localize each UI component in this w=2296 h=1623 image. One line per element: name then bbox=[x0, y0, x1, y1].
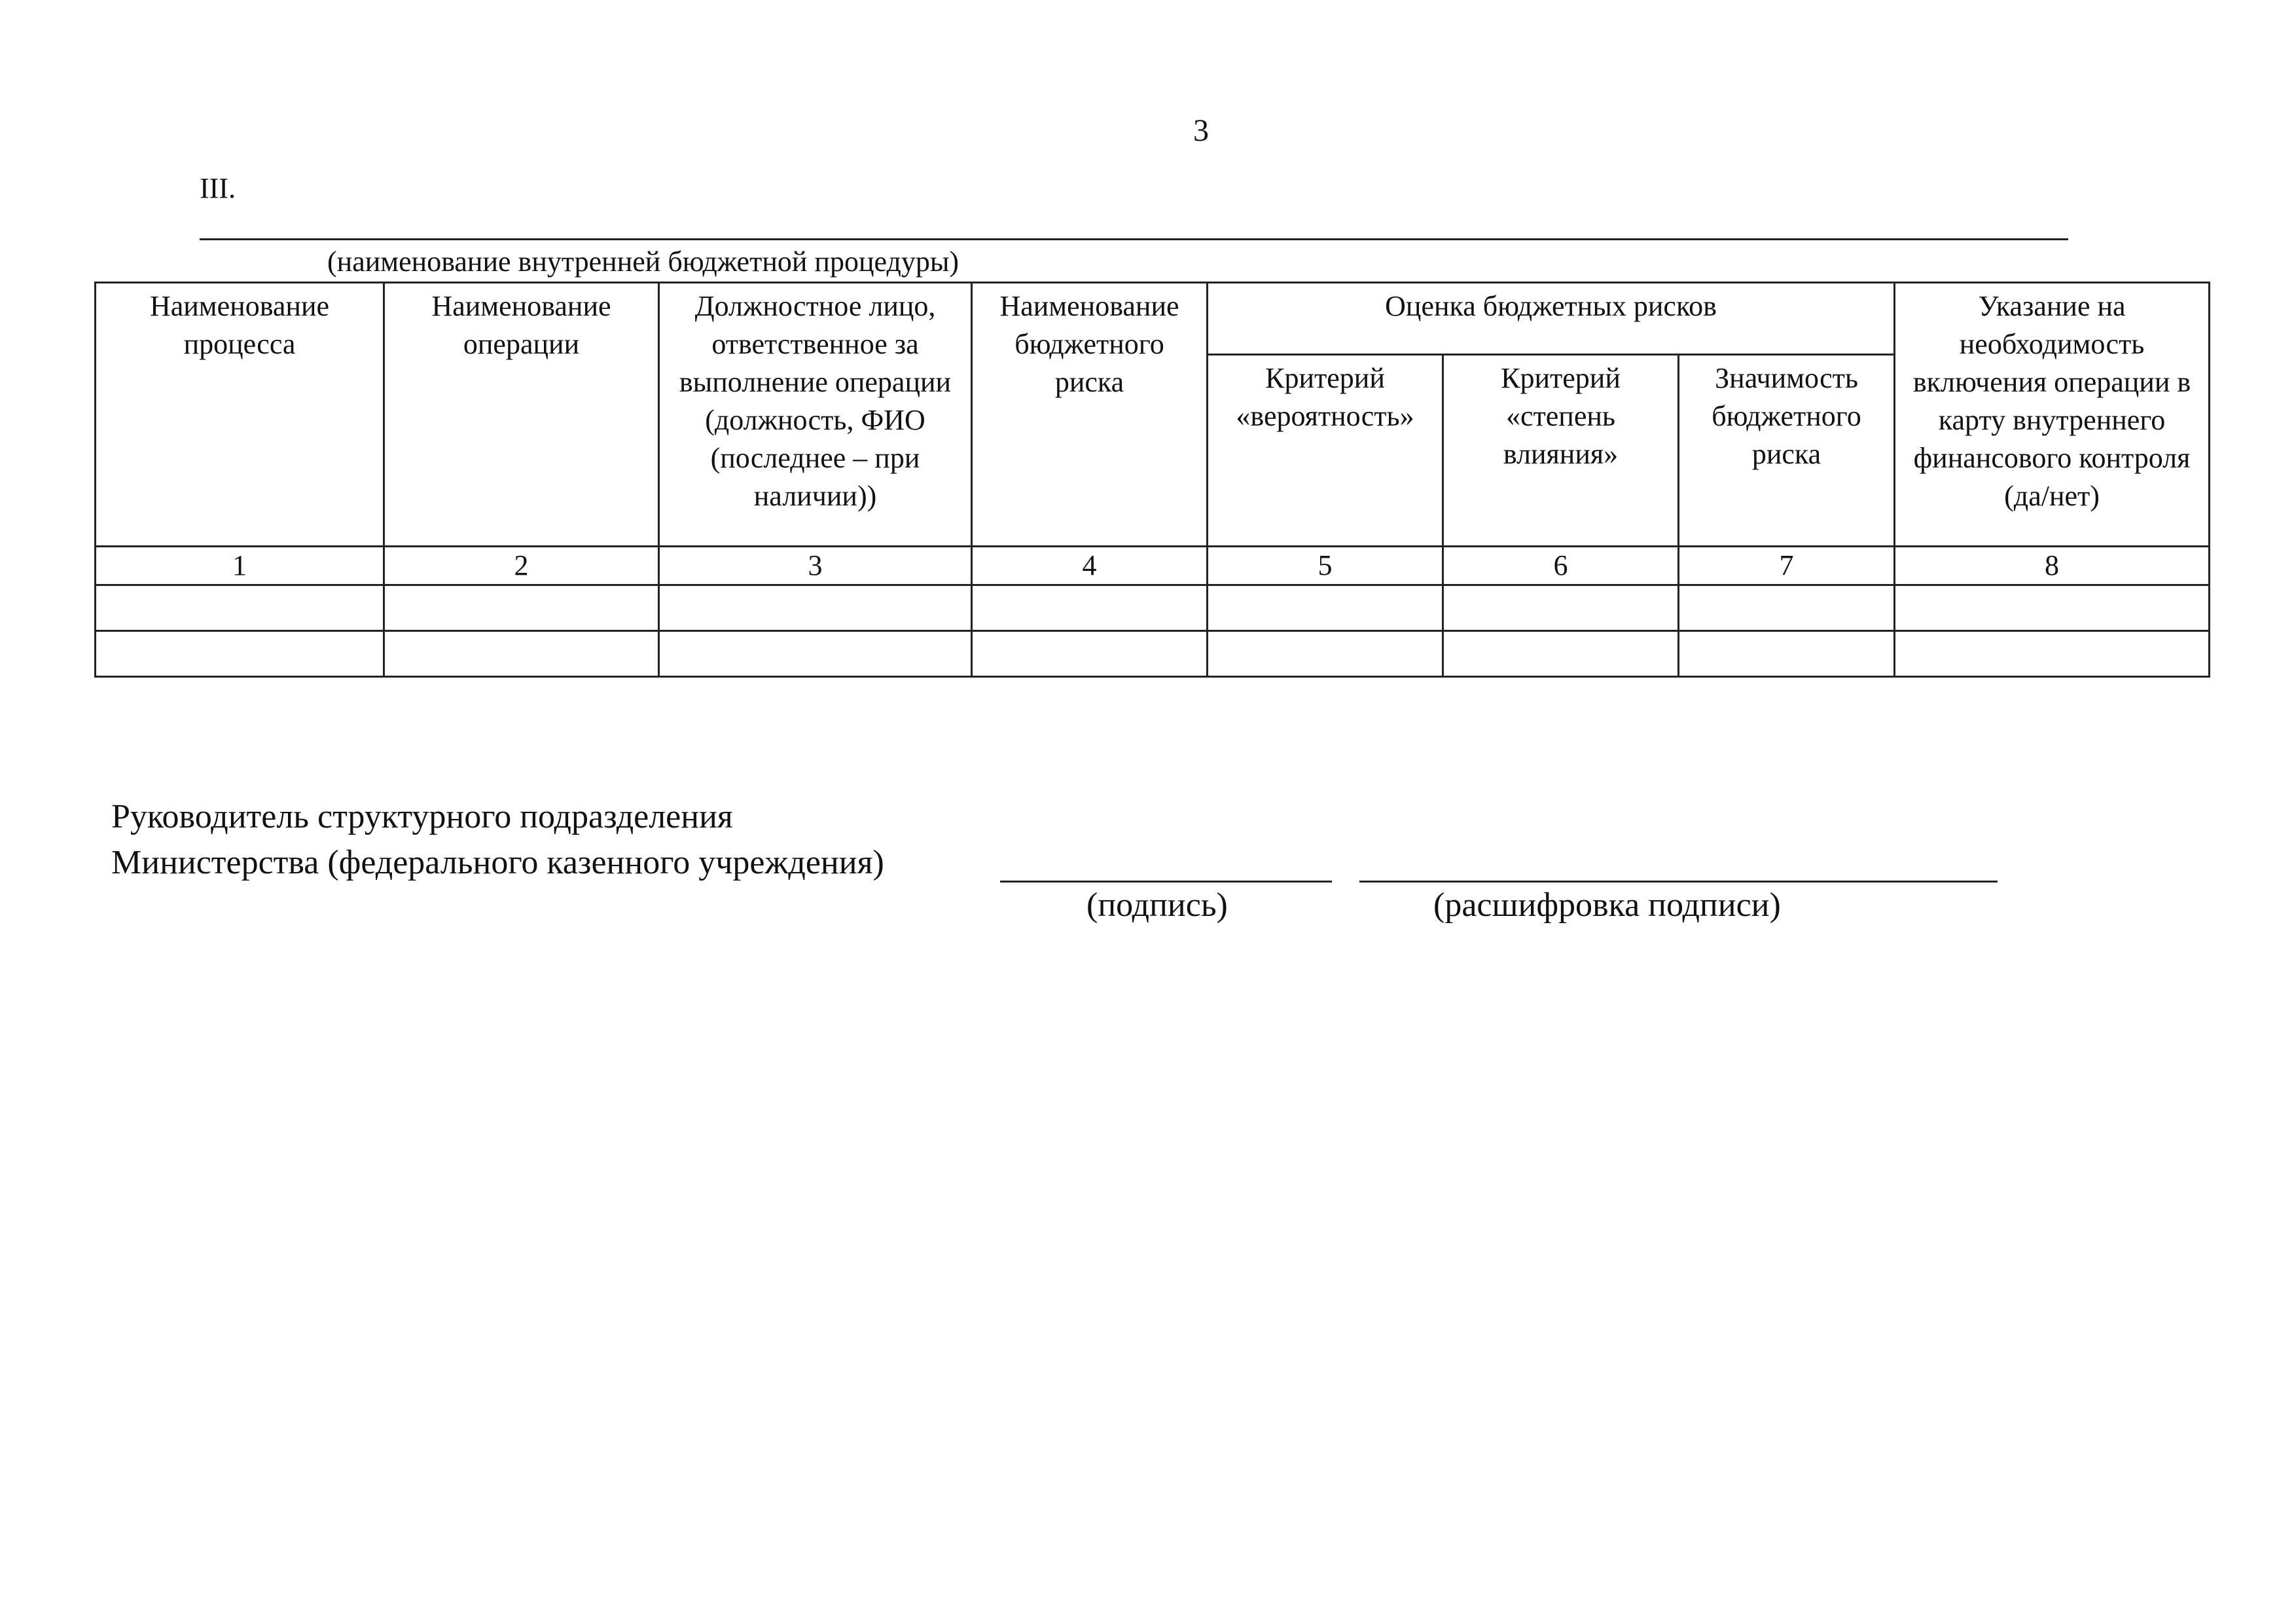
signature-decoding-line bbox=[1359, 881, 1998, 883]
table-cell bbox=[384, 585, 659, 631]
table-cell bbox=[1679, 631, 1895, 677]
table-cell bbox=[1208, 631, 1443, 677]
header-risk-significance: Значимость бюджетного риска bbox=[1679, 355, 1895, 546]
column-number: 6 bbox=[1443, 546, 1679, 585]
procedure-name-line bbox=[200, 238, 2068, 240]
table-cell bbox=[1895, 585, 2210, 631]
section-number: III. bbox=[200, 172, 236, 204]
table-cell bbox=[96, 585, 384, 631]
signature-line bbox=[1000, 881, 1332, 883]
table-cell bbox=[1443, 585, 1679, 631]
table-cell bbox=[659, 585, 972, 631]
table-cell bbox=[1895, 631, 2210, 677]
column-number: 4 bbox=[972, 546, 1208, 585]
header-risk-name: Наименование бюджетного риска bbox=[972, 283, 1208, 547]
header-risk-assessment: Оценка бюджетных рисков bbox=[1208, 283, 1895, 355]
header-process-name: Наименование процесса bbox=[96, 283, 384, 547]
table-cell bbox=[659, 631, 972, 677]
table-cell bbox=[1443, 631, 1679, 677]
column-number: 3 bbox=[659, 546, 972, 585]
column-number: 8 bbox=[1895, 546, 2210, 585]
budget-risk-table bbox=[94, 282, 2210, 678]
procedure-name-caption: (наименование внутренней бюджетной процедуры) bbox=[327, 246, 960, 278]
page-number: 3 bbox=[1193, 113, 1209, 148]
table-cell bbox=[96, 631, 384, 677]
header-operation-name: Наименование операции bbox=[384, 283, 659, 547]
column-number: 1 bbox=[96, 546, 384, 585]
signature-caption: (подпись) bbox=[1086, 886, 1228, 924]
header-probability-criterion: Критерий «вероятность» bbox=[1208, 355, 1443, 546]
table-cell bbox=[1208, 585, 1443, 631]
table-cell bbox=[384, 631, 659, 677]
table-row bbox=[96, 585, 2210, 631]
header-responsible-official: Должностное лицо, ответственное за выполнение операции (должность, ФИО (последнее – при наличии)) bbox=[659, 283, 972, 547]
table-cell bbox=[972, 631, 1208, 677]
table-row bbox=[96, 631, 2210, 677]
signer-title-line-2: Министерства (федерального казенного учреждения) bbox=[111, 844, 884, 881]
signer-title-line-1: Руководитель структурного подразделения bbox=[111, 798, 733, 835]
column-number: 7 bbox=[1679, 546, 1895, 585]
column-number: 2 bbox=[384, 546, 659, 585]
header-control-map-inclusion: Указание на необходимость включения операции в карту внутреннего финансового контроля (да/нет) bbox=[1895, 283, 2210, 547]
signature-decoding-caption: (расшифровка подписи) bbox=[1433, 886, 1781, 924]
header-impact-criterion: Критерий «степень влияния» bbox=[1443, 355, 1679, 546]
table-cell bbox=[972, 585, 1208, 631]
table-cell bbox=[1679, 585, 1895, 631]
column-number: 5 bbox=[1208, 546, 1443, 585]
